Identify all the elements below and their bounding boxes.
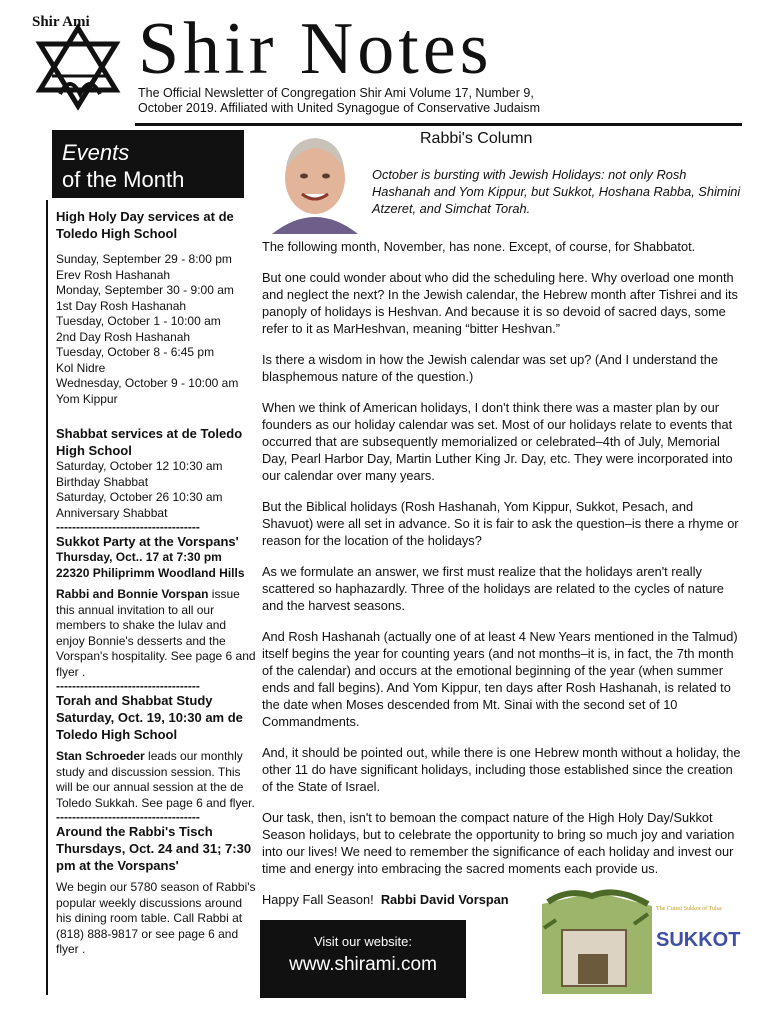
- hh-line: 2nd Day Rosh Hashanah: [56, 329, 191, 344]
- website-url[interactable]: www.shirami.com: [289, 954, 437, 975]
- events-title-line2: of the Month: [62, 167, 185, 192]
- events-header-box: [52, 130, 244, 198]
- paragraph: Our task, then, isn't to bemoan the compact nature of the High Holy Day/Sukkot Season holidays, but to celebrate the opportunity to bring so much joy and variation into our lives! We need to remember the significance of each holiday and invest our time and energy into embracing the sacred moments each provide us.: [262, 810, 735, 876]
- hh-line: Tuesday, October 8 - 6:45 pm: [56, 345, 215, 359]
- hh-line: Sunday, September 29 - 8:00 pm: [56, 252, 232, 266]
- divider: ------------------------------------: [56, 520, 200, 534]
- torah-study-heading: Torah and Shabbat Study Saturday, Oct. 19, 10:30 am de Toledo High School: [56, 693, 243, 742]
- paragraph: The following month, November, has none. Except, of course, for Shabbatot.: [262, 239, 696, 254]
- divider: ------------------------------------: [56, 810, 200, 824]
- sukkot-party-heading: Sukkot Party at the Vorspans': [56, 534, 239, 549]
- sukkot-caption: The Cutest Sukkot of Tulsa: [656, 906, 722, 912]
- shabbat-heading: Shabbat services at de Toledo High School: [56, 426, 243, 458]
- paragraph: When we think of American holidays, I don't think there was a master plan by our founders as our holiday calendar was set. Most of our holidays relate to events that occurred that are subsequently memorialized or celebrated–4th of July, Memorial Day, Pearl Harbor Day, Martin Luther King Jr. Day, etc. They were incorporated into our calendar over many years.: [262, 400, 733, 483]
- shabbat-line: Birthday Shabbat: [56, 474, 149, 489]
- sukkot-party-when: Thursday, Oct.. 17 at 7:30 pm: [56, 550, 222, 564]
- tisch-desc: We begin our 5780 season of Rabbi's popular weekly discussions around his dining room table. Call Rabbi at (818) 888-9817 or see page 6 and flyer .: [56, 880, 256, 956]
- rabbi-intro: October is bursting with Jewish Holidays: not only Rosh Hashanah and Yom Kippur, but Sukkot, Hoshana Rabba, Shimini Atzeret, and Simchat Torah.: [372, 167, 741, 216]
- torah-study-desc: Stan Schroeder leads our monthly study and discussion session. This will be our annual session at the de Toledo Sukkah. See page 6 and flyer.: [56, 749, 255, 810]
- hh-line: Monday, September 30 - 9:00 am: [56, 283, 234, 297]
- sukkot-party-desc: Rabbi and Bonnie Vorspan issue this annual invitation to all our members to shake the lulav and enjoy Bonnie's desserts and the Vorspan's hospitality. See page 6 and flyer .: [56, 587, 256, 679]
- website-box[interactable]: [260, 920, 466, 998]
- paragraph: But the Biblical holidays (Rosh Hashanah, Yom Kippur, Sukkot, Pesach, and Shavuot) were all set in advance. So it is fair to ask the question–is there a rhyme or reason for the location of the holidays?: [262, 499, 739, 548]
- closing: Happy Fall Season!: [262, 892, 374, 907]
- rabbi-column-body: [262, 238, 742, 922]
- logo-text: Shir Ami: [32, 14, 90, 30]
- divider: ------------------------------------: [56, 679, 200, 693]
- hh-line: 1st Day Rosh Hashanah: [56, 298, 187, 313]
- sukkot-title: SUKKOT: [656, 929, 741, 951]
- hh-line: Erev Rosh Hashanah: [56, 267, 171, 282]
- torah-study-leader: Stan Schroeder: [56, 749, 145, 763]
- paragraph: But one could wonder about who did the scheduling here. Why overload one month and neglect the next? In the Jewish calendar, the Hebrew month after Tishrei and its panoply of holidays is Heshvan. And because it is so devoid of sacred days, some refer to it as MarHeshvan, meaning “bitter Heshvan.”: [262, 270, 738, 336]
- masthead-title: Shir Notes: [138, 8, 493, 90]
- rabbi-column-heading: Rabbi's Column: [420, 130, 533, 147]
- hh-line: Wednesday, October 9 - 10:00 am: [56, 376, 239, 390]
- sukkot-party-hosts: Rabbi and Bonnie Vorspan: [56, 587, 209, 601]
- header-rule: [135, 123, 742, 126]
- tisch-heading: Around the Rabbi's Tisch Thursdays, Oct. 24 and 31; 7:30 pm at the Vorspans': [56, 824, 252, 873]
- paragraph: Is there a wisdom in how the Jewish calendar was set up? (And I understand the blasphemous nature of the question.): [262, 352, 718, 384]
- star-of-david-icon: [30, 14, 128, 114]
- events-list: [56, 208, 256, 958]
- shabbat-line: Saturday, October 26 10:30 am: [56, 490, 223, 504]
- hh-line: Yom Kippur: [56, 391, 118, 406]
- rabbi-photo: [262, 130, 368, 234]
- left-column-rule: [46, 200, 48, 995]
- sukkot-party-where: 22320 Philiprimm Woodland Hills: [56, 565, 245, 580]
- hh-line: Kol Nidre: [56, 360, 106, 375]
- signature: Rabbi David Vorspan: [380, 892, 509, 907]
- hh-line: Tuesday, October 1 - 10:00 am: [56, 314, 221, 328]
- masthead-subtitle: The Official Newsletter of Congregation Shir Ami Volume 17, Number 9, October 2019. Affiliated with United Synagogue of Conservative Judaism: [138, 86, 541, 115]
- shabbat-line: Saturday, October 12 10:30 am: [56, 459, 223, 473]
- website-label: Visit our website:: [313, 934, 413, 949]
- shabbat-line: Anniversary Shabbat: [56, 505, 168, 520]
- logo: [30, 14, 128, 114]
- paragraph: And, it should be pointed out, while there is one Hebrew month without a holiday, the other 11 do have significant holidays, including those established since the creation of the State of Israel.: [262, 745, 741, 794]
- paragraph: And Rosh Hashanah (actually one of at least 4 New Years mentioned in the Talmud) itself begins the year for counting years (and not months–it is, in fact, the 7th month of the calendar) and occurs at the emotional beginning of the year (when summer ends and fall begins). And Yom Kippur, ten days after Rosh Hashanah, is related to the date when Moses descended from Mt. Sinai with the second set of 10 Commandments.: [262, 629, 738, 729]
- paragraph: As we formulate an answer, we first must realize that the holidays aren't really scattered so haphazardly. Three of the holidays are related to the cycles of nature and the harvest seasons.: [262, 564, 724, 613]
- hh-heading: High Holy Day services at de Toledo High School: [56, 209, 234, 241]
- sukkot-image: [534, 884, 742, 1002]
- events-title-line1: Events: [62, 140, 130, 165]
